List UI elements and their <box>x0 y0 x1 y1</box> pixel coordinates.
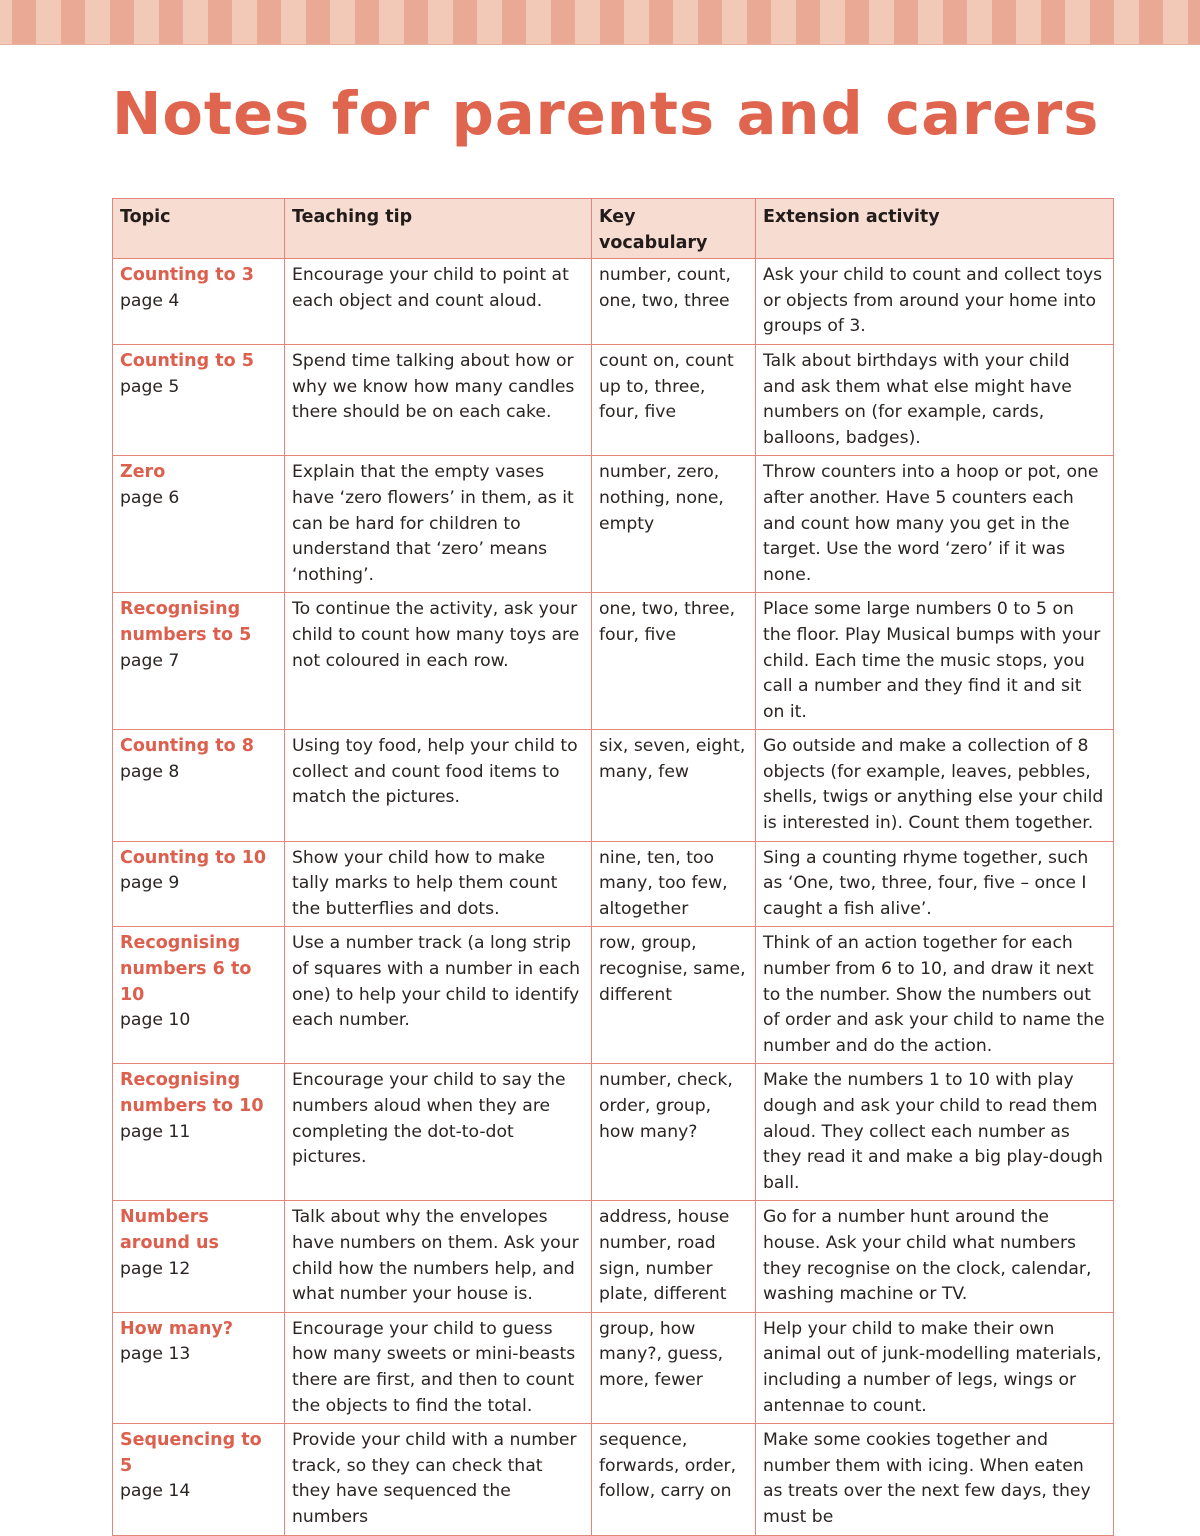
topic-page-ref: page 11 <box>120 1121 191 1142</box>
header-topic: Topic <box>113 199 285 259</box>
key-vocabulary-cell: number, check, order, group, how many? <box>592 1064 756 1201</box>
topic-cell <box>113 1064 285 1201</box>
notes-table <box>112 198 1114 1536</box>
key-vocabulary-cell: address, house number, road sign, number plate, different <box>592 1201 756 1312</box>
extension-activity-cell: Make some cookies together and number them with icing. When eaten as treats over the next few days, they must be <box>756 1424 1114 1535</box>
extension-activity-cell: Ask your child to count and collect toys or objects from around your home into groups of 3. <box>756 259 1114 345</box>
table-header-row <box>113 199 1114 259</box>
topic-page-ref: page 10 <box>120 1010 191 1031</box>
topic-cell <box>113 730 285 841</box>
page-title: Notes for parents and carers <box>112 79 1100 148</box>
teaching-tip-cell: To continue the activity, ask your child to count how many toys are not coloured in each row. <box>285 593 592 730</box>
topic-page-ref: page 9 <box>120 873 180 894</box>
topic-cell <box>113 593 285 730</box>
table-row <box>113 1312 1114 1423</box>
topic-cell <box>113 841 285 927</box>
table-row <box>113 259 1114 345</box>
teaching-tip-cell: Encourage your child to point at each object and count aloud. <box>285 259 592 345</box>
topic-name: Numbers around us <box>120 1207 219 1253</box>
topic-name: Counting to 5 <box>120 350 254 371</box>
key-vocabulary-cell: one, two, three, four, five <box>592 593 756 730</box>
key-vocabulary-cell: six, seven, eight, many, few <box>592 730 756 841</box>
header-teaching-tip: Teaching tip <box>285 199 592 259</box>
extension-activity-cell: Throw counters into a hoop or pot, one after another. Have 5 counters each and count how many you get in the target. Use the word ‘zero’ if it was none. <box>756 456 1114 593</box>
table-row <box>113 730 1114 841</box>
topic-page-ref: page 5 <box>120 376 180 397</box>
topic-page-ref: page 14 <box>120 1481 191 1502</box>
table-row <box>113 1424 1114 1535</box>
teaching-tip-cell: Talk about why the envelopes have numbers on them. Ask your child how the numbers help, and what number your house is. <box>285 1201 592 1312</box>
key-vocabulary-cell: group, how many?, guess, more, fewer <box>592 1312 756 1423</box>
extension-activity-cell: Place some large numbers 0 to 5 on the floor. Play Musical bumps with your child. Each time the music stops, you call a number and they find it and sit on it. <box>756 593 1114 730</box>
topic-page-ref: page 4 <box>120 290 180 311</box>
topic-name: Zero <box>120 462 166 483</box>
key-vocabulary-cell: nine, ten, too many, too few, altogether <box>592 841 756 927</box>
topic-page-ref: page 6 <box>120 487 180 508</box>
topic-cell <box>113 259 285 345</box>
table-row <box>113 841 1114 927</box>
teaching-tip-cell: Using toy food, help your child to collect and count food items to match the pictures. <box>285 730 592 841</box>
topic-name: Recognising numbers to 5 <box>120 599 252 645</box>
table-row <box>113 1064 1114 1201</box>
decorative-stripe-banner <box>0 0 1200 45</box>
key-vocabulary-cell: sequence, forwards, order, follow, carry on <box>592 1424 756 1535</box>
teaching-tip-cell: Spend time talking about how or why we know how many candles there should be on each cake. <box>285 344 592 455</box>
extension-activity-cell: Think of an action together for each number from 6 to 10, and draw it next to the number. Show the numbers out of order and ask your child to name the number and do the action. <box>756 927 1114 1064</box>
topic-name: How many? <box>120 1318 233 1339</box>
teaching-tip-cell: Explain that the empty vases have ‘zero flowers’ in them, as it can be hard for children to understand that ‘zero’ means ‘nothing’. <box>285 456 592 593</box>
table-row <box>113 456 1114 593</box>
topic-cell <box>113 927 285 1064</box>
teaching-tip-cell: Encourage your child to guess how many sweets or mini-beasts there are first, and then to count the objects to find the total. <box>285 1312 592 1423</box>
extension-activity-cell: Make the numbers 1 to 10 with play dough and ask your child to read them aloud. They collect each number as they read it and make a big play-dough ball. <box>756 1064 1114 1201</box>
extension-activity-cell: Go outside and make a collection of 8 objects (for example, leaves, pebbles, shells, twigs or anything else your child is interested in). Count them together. <box>756 730 1114 841</box>
topic-page-ref: page 7 <box>120 650 180 671</box>
topic-cell <box>113 456 285 593</box>
teaching-tip-cell: Encourage your child to say the numbers aloud when they are completing the dot-to-dot pictures. <box>285 1064 592 1201</box>
topic-cell <box>113 1201 285 1312</box>
table-row <box>113 927 1114 1064</box>
teaching-tip-cell: Provide your child with a number track, so they can check that they have sequenced the numbers <box>285 1424 592 1535</box>
key-vocabulary-cell: row, group, recognise, same, different <box>592 927 756 1064</box>
topic-cell <box>113 1312 285 1423</box>
table-row <box>113 593 1114 730</box>
table-row <box>113 1201 1114 1312</box>
topic-name: Sequencing to 5 <box>120 1430 262 1476</box>
extension-activity-cell: Talk about birthdays with your child and ask them what else might have numbers on (for example, cards, balloons, badges). <box>756 344 1114 455</box>
extension-activity-cell: Help your child to make their own animal out of junk-modelling materials, including a number of legs, wings or antennae to count. <box>756 1312 1114 1423</box>
key-vocabulary-cell: number, count, one, two, three <box>592 259 756 345</box>
key-vocabulary-cell: count on, count up to, three, four, five <box>592 344 756 455</box>
topic-cell <box>113 1424 285 1535</box>
teaching-tip-cell: Use a number track (a long strip of squares with a number in each one) to help your child to identify each number. <box>285 927 592 1064</box>
extension-activity-cell: Go for a number hunt around the house. Ask your child what numbers they recognise on the clock, calendar, washing machine or TV. <box>756 1201 1114 1312</box>
extension-activity-cell: Sing a counting rhyme together, such as ‘One, two, three, four, five – once I caught a fish alive’. <box>756 841 1114 927</box>
header-extension-activity: Extension activity <box>756 199 1114 259</box>
topic-name: Counting to 10 <box>120 847 267 868</box>
topic-name: Recognising numbers 6 to 10 <box>120 933 252 1005</box>
topic-page-ref: page 8 <box>120 761 180 782</box>
topic-cell <box>113 344 285 455</box>
topic-page-ref: page 13 <box>120 1344 191 1365</box>
topic-name: Counting to 8 <box>120 736 254 757</box>
topic-name: Recognising numbers to 10 <box>120 1070 264 1116</box>
topic-name: Counting to 3 <box>120 265 254 286</box>
header-key-vocabulary: Key vocabulary <box>592 199 756 259</box>
table-row <box>113 344 1114 455</box>
key-vocabulary-cell: number, zero, nothing, none, empty <box>592 456 756 593</box>
teaching-tip-cell: Show your child how to make tally marks to help them count the butterflies and dots. <box>285 841 592 927</box>
topic-page-ref: page 12 <box>120 1258 191 1279</box>
